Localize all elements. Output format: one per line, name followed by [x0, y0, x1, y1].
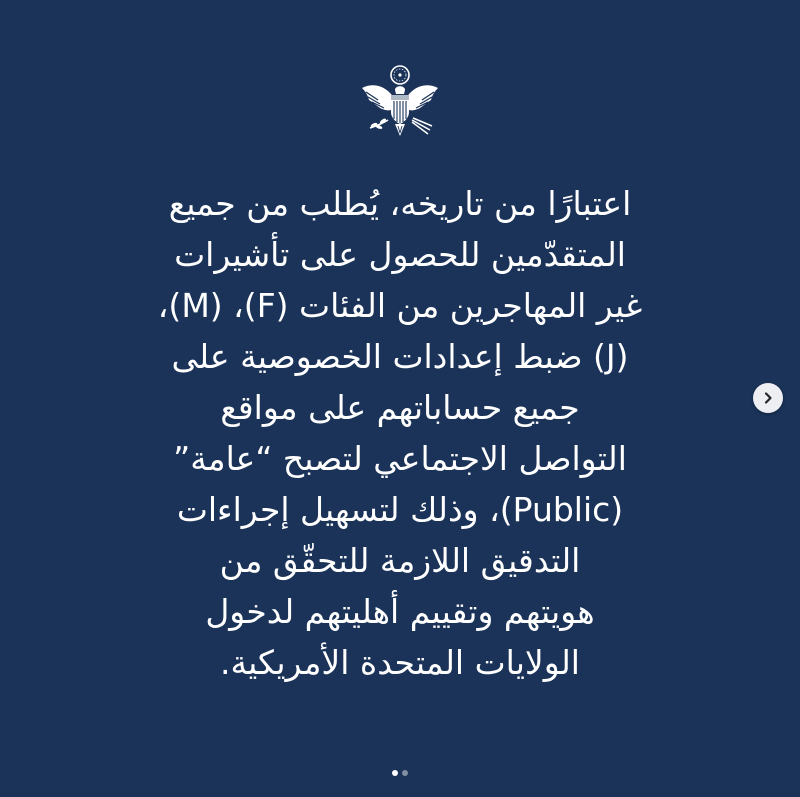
chevron-right-icon: [761, 391, 775, 405]
carousel-dot-active: [392, 770, 398, 776]
next-slide-button[interactable]: [753, 383, 783, 413]
statement-line: المتقدّمين للحصول على تأشيرات: [174, 235, 626, 274]
post-statement: [110, 178, 690, 688]
statement-line: (Public)، وذلك لتسهيل إجراءات: [176, 490, 624, 529]
great-seal-eagle-icon: [358, 64, 442, 142]
statement-line: الولايات المتحدة الأمريكية.: [220, 643, 580, 682]
statement-line: (J) ضبط إعدادات الخصوصية على: [171, 337, 629, 376]
statement-line: غير المهاجرين من الفئات (F)، (M)،: [157, 286, 643, 325]
statement-line: اعتبارًا من تاريخه، يُطلب من جميع: [168, 184, 632, 223]
carousel-dot: [402, 770, 408, 776]
statement-line: التدقيق اللازمة للتحقّق من: [219, 541, 581, 580]
statement-line: التواصل الاجتماعي لتصبح “عامة”: [173, 439, 627, 478]
statement-line: هويتهم وتقييم أهليتهم لدخول: [205, 592, 595, 631]
carousel-indicator: [385, 768, 415, 778]
statement-line: جميع حساباتهم على مواقع: [220, 388, 580, 427]
